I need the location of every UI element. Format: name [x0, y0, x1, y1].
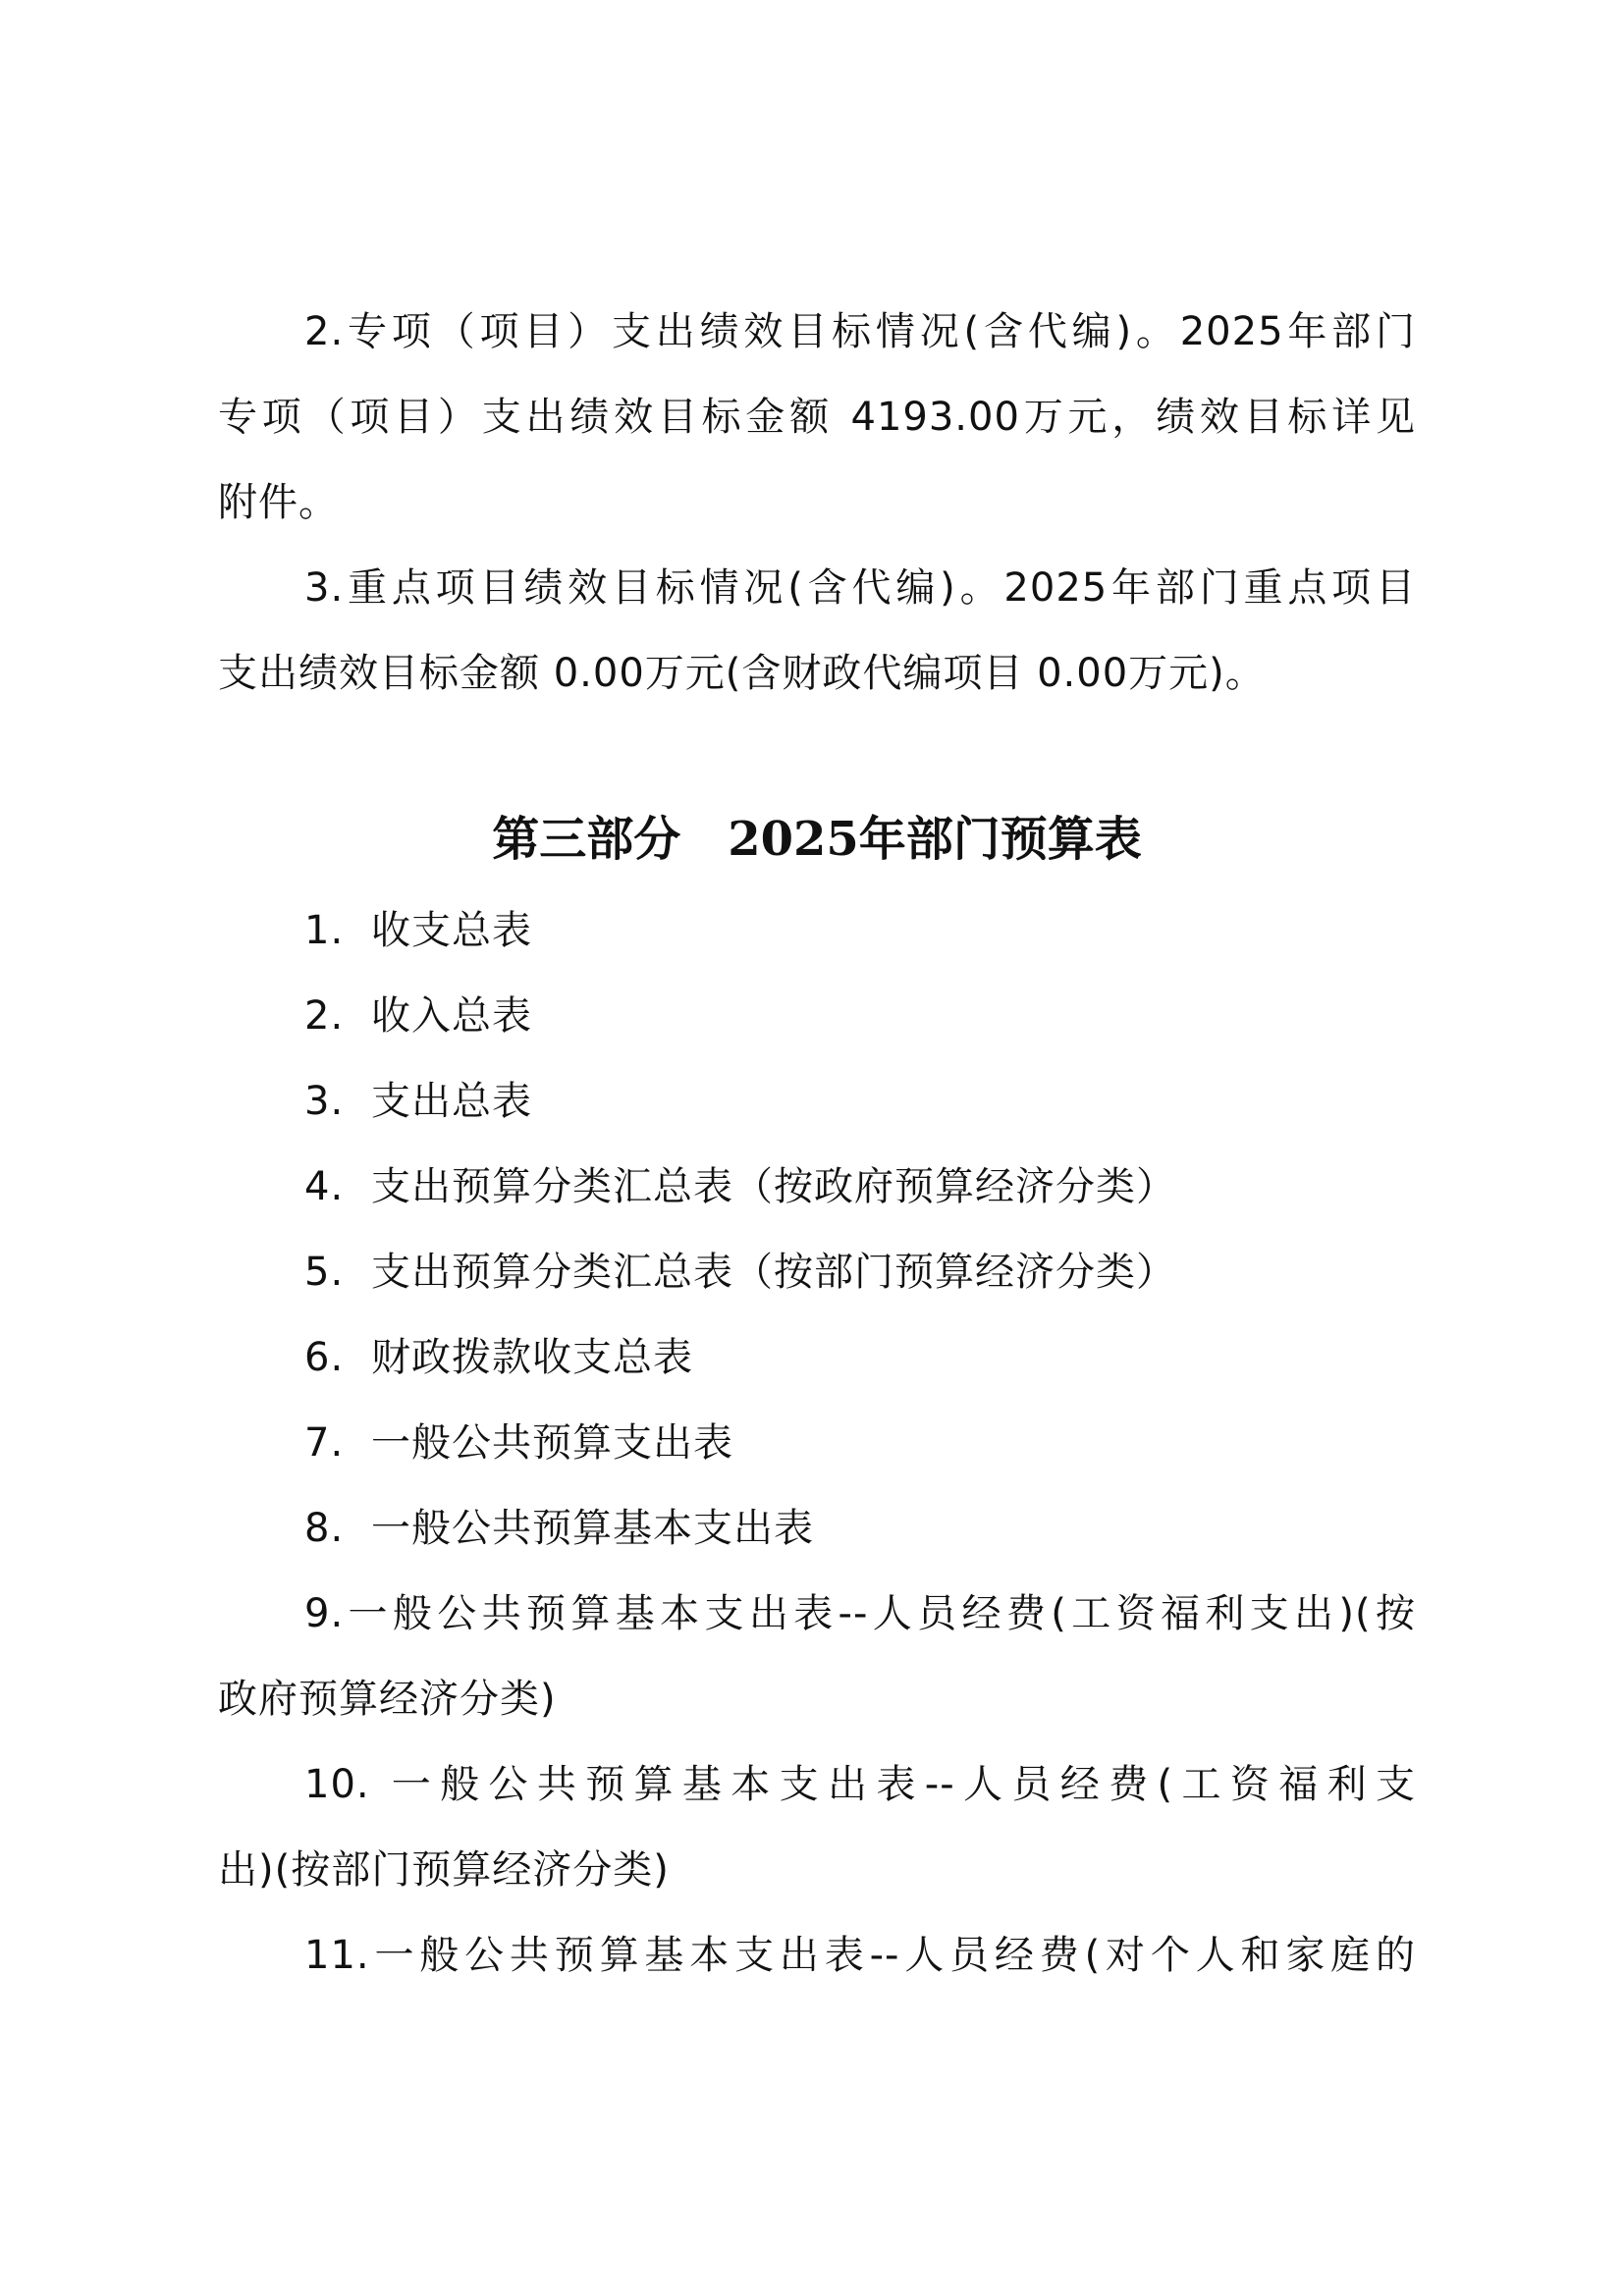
toc-item-label: 财政拨款收支总表	[371, 1335, 693, 1380]
toc-item-label: 支出预算分类汇总表（按部门预算经济分类）	[371, 1250, 1176, 1295]
toc-item	[304, 1414, 733, 1472]
toc-item	[304, 1072, 532, 1131]
toc-item-number: 6.	[304, 1335, 345, 1380]
toc-item-label: 一般公共预算支出表	[371, 1420, 733, 1466]
toc-item	[304, 1243, 1176, 1302]
toc-item-number: 7.	[304, 1420, 345, 1466]
paragraph-3-line-1: 3.重点项目绩效目标情况(含代编)。2025年部门重点项目	[304, 565, 1416, 611]
toc-item-label: 收支总表	[371, 908, 532, 953]
toc-item-number: 8.	[304, 1506, 345, 1551]
toc-item-label: 支出总表	[371, 1079, 532, 1124]
paragraph-2-line-1: 2.专项（项目）支出绩效目标情况(含代编)。2025年部门	[304, 309, 1416, 354]
toc-item	[304, 1157, 1176, 1216]
paragraph-2-line-2: 专项（项目）支出绩效目标金额 4193.00万元，绩效目标详见	[218, 395, 1416, 440]
toc-item-number: 5.	[304, 1250, 345, 1295]
toc-item	[304, 1328, 693, 1387]
toc-item	[304, 901, 532, 960]
toc-item-11-line-1: 11.一般公共预算基本支出表--人员经费(对个人和家庭的	[304, 1933, 1416, 1978]
toc-item-number: 2.	[304, 993, 345, 1039]
toc-item-9-line-1: 9.一般公共预算基本支出表--人员经费(工资福利支出)(按	[304, 1591, 1416, 1636]
toc-item-label: 收入总表	[371, 993, 532, 1039]
toc-item-label: 一般公共预算基本支出表	[371, 1506, 814, 1551]
toc-item-number: 3.	[304, 1079, 345, 1124]
toc-item-10-line-2: 出)(按部门预算经济分类)	[218, 1847, 670, 1893]
toc-item-number: 1.	[304, 908, 345, 953]
paragraph-2-line-3: 附件。	[218, 480, 339, 525]
paragraph-3-line-2: 支出绩效目标金额 0.00万元(含财政代编项目 0.00万元)。	[218, 651, 1266, 696]
toc-item-9-line-2: 政府预算经济分类)	[218, 1677, 557, 1722]
toc-item-10-line-1: 10. 一般公共预算基本支出表--人员经费(工资福利支	[304, 1762, 1416, 1807]
toc-item-number: 4.	[304, 1164, 345, 1209]
section-heading: 第三部分 2025年部门预算表	[492, 812, 1142, 867]
toc-item-label: 支出预算分类汇总表（按政府预算经济分类）	[371, 1164, 1176, 1209]
toc-item	[304, 1499, 814, 1558]
toc-item	[304, 987, 532, 1045]
